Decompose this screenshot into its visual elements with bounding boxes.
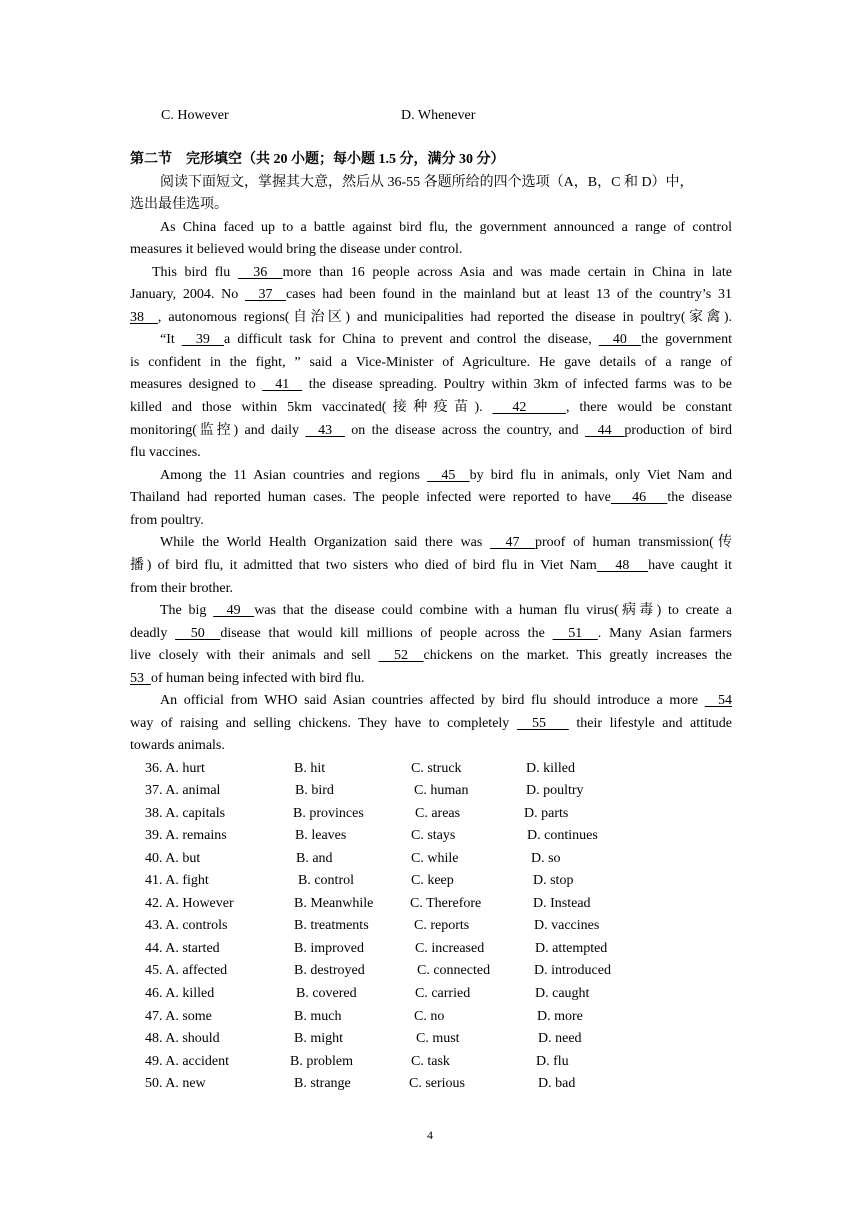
blank-45: 45 [427, 468, 470, 483]
option-c: C. must [416, 1031, 460, 1046]
option-c: C. keep [411, 873, 454, 888]
option-row-36 [0, 758, 860, 780]
blank-42: 42 [492, 400, 566, 415]
option-row-48 [0, 1028, 860, 1050]
blank-43: 43 [305, 423, 345, 438]
blank-54: 54 [704, 693, 732, 708]
passage-p3-line-1: “It 39 a difficult task for China to prevent and control the disease, 40 the government [160, 332, 733, 347]
passage-p4-line-3: from poultry. [130, 513, 204, 528]
passage-p6-line-2: deadly 50 disease that would kill millions of people across the 51 . Many Asian farmers [130, 626, 733, 641]
blank-47: 47 [490, 535, 536, 550]
option-a: 47. A. some [145, 1009, 212, 1024]
option-d: D. bad [538, 1076, 576, 1091]
option-b: B. Meanwhile [294, 896, 374, 911]
passage-p7-line-2: way of raising and selling chickens. They have to completely 55 their lifestyle and attitude [130, 716, 733, 731]
blank-36: 36 [237, 265, 283, 280]
option-row-38 [0, 803, 860, 825]
option-c: C. Therefore [410, 896, 482, 911]
option-c: C. areas [415, 806, 461, 821]
option-b: B. improved [294, 941, 364, 956]
option-a: 50. A. new [145, 1076, 206, 1091]
passage-p3-line-4: killed and those within 5km vaccinated(接种疫苗). 42 , there would be constant [130, 400, 732, 415]
option-c: C. increased [415, 941, 485, 956]
blank-38: 38 [130, 310, 158, 325]
option-c: C. reports [414, 918, 470, 933]
option-b: B. covered [296, 986, 357, 1001]
option-a: 49. A. accident [145, 1054, 229, 1069]
blank-53: 53 [130, 671, 151, 686]
option-a: 40. A. but [145, 851, 201, 866]
option-d: D. so [531, 851, 561, 866]
blank-55: 55 [516, 716, 569, 731]
option-row-50 [0, 1073, 860, 1095]
option-b: B. much [294, 1009, 342, 1024]
option-row-43 [0, 915, 860, 937]
option-a: 42. A. However [145, 896, 234, 911]
passage-p6-line-4: 53 of human being infected with bird flu. [130, 671, 365, 686]
option-c: C. serious [409, 1076, 465, 1091]
option-c: C. carried [415, 986, 471, 1001]
option-row-49 [0, 1051, 860, 1073]
blank-37: 37 [245, 287, 287, 302]
option-b: B. treatments [294, 918, 369, 933]
option-c: C. while [411, 851, 459, 866]
passage-p2-line-3: 38 , autonomous regions(自治区) and municipalities had reported the disease in poultry(家禽). [130, 310, 732, 325]
option-d: D. continues [527, 828, 598, 843]
option-b: B. control [298, 873, 354, 888]
option-row-44 [0, 938, 860, 960]
page-number: 4 [427, 1128, 433, 1142]
option-b: B. problem [290, 1054, 353, 1069]
passage-p5-line-3: from their brother. [130, 581, 234, 596]
blank-39: 39 [181, 332, 225, 347]
option-d: D. introduced [534, 963, 611, 978]
option-c: C. task [411, 1054, 450, 1069]
option-b: B. might [294, 1031, 344, 1046]
section-instruction-2: 选出最佳选项。 [130, 197, 228, 212]
option-d: D. stop [533, 873, 574, 888]
option-row-39 [0, 825, 860, 847]
option-row-45 [0, 960, 860, 982]
option-a: 48. A. should [145, 1031, 220, 1046]
blank-46: 46 [610, 490, 668, 505]
option-d: D. vaccines [534, 918, 600, 933]
option-a: 43. A. controls [145, 918, 228, 933]
option-d: D. poultry [526, 783, 584, 798]
option-a: 41. A. fight [145, 873, 209, 888]
blank-52: 52 [378, 648, 424, 663]
passage-p6-line-3: live closely with their animals and sell 52 chickens on the market. This greatly increases the [130, 648, 732, 663]
option-row-40 [0, 848, 860, 870]
option-c: C. no [414, 1009, 445, 1024]
passage-p7-line-3: towards animals. [130, 738, 225, 753]
option-a: 44. A. started [145, 941, 220, 956]
passage-p5-line-2: 播) of bird flu, it admitted that two sisters who died of bird flu in Viet Nam 48 have caught it [130, 558, 733, 573]
passage-p3-line-2: is confident in the fight, ” said a Vice-Minister of Agriculture. He gave details of a range of [130, 355, 732, 370]
option-d: D. killed [526, 761, 575, 776]
passage-p3-line-6: flu vaccines. [130, 445, 201, 460]
option-c: C. human [414, 783, 469, 798]
option-c: C. struck [411, 761, 462, 776]
blank-41: 41 [262, 377, 303, 392]
section-instruction-1: 阅读下面短文，掌握其大意，然后从 36-55 各题所给的四个选项（A，B，C 和 D）中， [160, 175, 694, 190]
option-row-46 [0, 983, 860, 1005]
option-b: B. bird [295, 783, 334, 798]
option-row-42 [0, 893, 860, 915]
option-a: 36. A. hurt [145, 761, 205, 776]
passage-p5-line-1: While the World Health Organization said there was 47 proof of human transmission(传 [160, 535, 732, 550]
passage-p4-line-2: Thailand had reported human cases. The people infected were reported to have 46 the disease [130, 490, 733, 505]
option-d: D. parts [524, 806, 569, 821]
prev-option-d: D. Whenever [401, 108, 476, 123]
option-b: B. provinces [293, 806, 364, 821]
option-b: B. strange [294, 1076, 351, 1091]
option-b: B. destroyed [294, 963, 365, 978]
option-row-41 [0, 870, 860, 892]
option-b: B. and [296, 851, 333, 866]
option-a: 46. A. killed [145, 986, 215, 1001]
option-d: D. Instead [533, 896, 591, 911]
option-a: 37. A. animal [145, 783, 221, 798]
passage-p3-line-5: monitoring(监控) and daily 43 on the disease across the country, and 44 production of bird [130, 423, 732, 438]
passage-p3-line-3: measures designed to 41 the disease spreading. Poultry within 3km of infected farms was to be [130, 377, 733, 392]
option-d: D. more [537, 1009, 583, 1024]
passage-p2-line-2: January, 2004. No 37 cases had been found in the mainland but at least 13 of the country’s 31 [130, 287, 732, 302]
option-b: B. leaves [295, 828, 347, 843]
option-row-37 [0, 780, 860, 802]
section-title: 第二节 完形填空（共 20 小题；每小题 1.5 分，满分 30 分） [130, 152, 505, 167]
option-c: C. stays [411, 828, 456, 843]
option-d: D. attempted [535, 941, 608, 956]
option-d: D. flu [536, 1054, 569, 1069]
passage-p6-line-1: The big 49 was that the disease could combine with a human flu virus(病毒) to create a [160, 603, 733, 618]
option-b: B. hit [294, 761, 326, 776]
option-d: D. caught [535, 986, 590, 1001]
passage-p4-line-1: Among the 11 Asian countries and regions 45 by bird flu in animals, only Viet Nam and [160, 468, 733, 483]
blank-48: 48 [596, 558, 649, 573]
passage-p1-line-1: As China faced up to a battle against bird flu, the government announced a range of control [160, 220, 732, 235]
option-a: 39. A. remains [145, 828, 227, 843]
blank-40: 40 [598, 332, 641, 347]
option-a: 45. A. affected [145, 963, 228, 978]
prev-option-c: C. However [161, 108, 229, 123]
blank-50: 50 [175, 626, 221, 641]
passage-p2-line-1: This bird flu 36 more than 16 people across Asia and was made certain in China in late [152, 265, 732, 280]
passage-p1-line-2: measures it believed would bring the disease under control. [130, 242, 463, 257]
option-a: 38. A. capitals [145, 806, 226, 821]
blank-51: 51 [552, 626, 598, 641]
option-c: C. connected [417, 963, 491, 978]
passage-p7-line-1: An official from WHO said Asian countries affected by bird flu should introduce a more 54 [160, 693, 732, 708]
blank-49: 49 [213, 603, 255, 618]
option-row-47 [0, 1006, 860, 1028]
option-d: D. need [538, 1031, 582, 1046]
blank-44: 44 [584, 423, 625, 438]
